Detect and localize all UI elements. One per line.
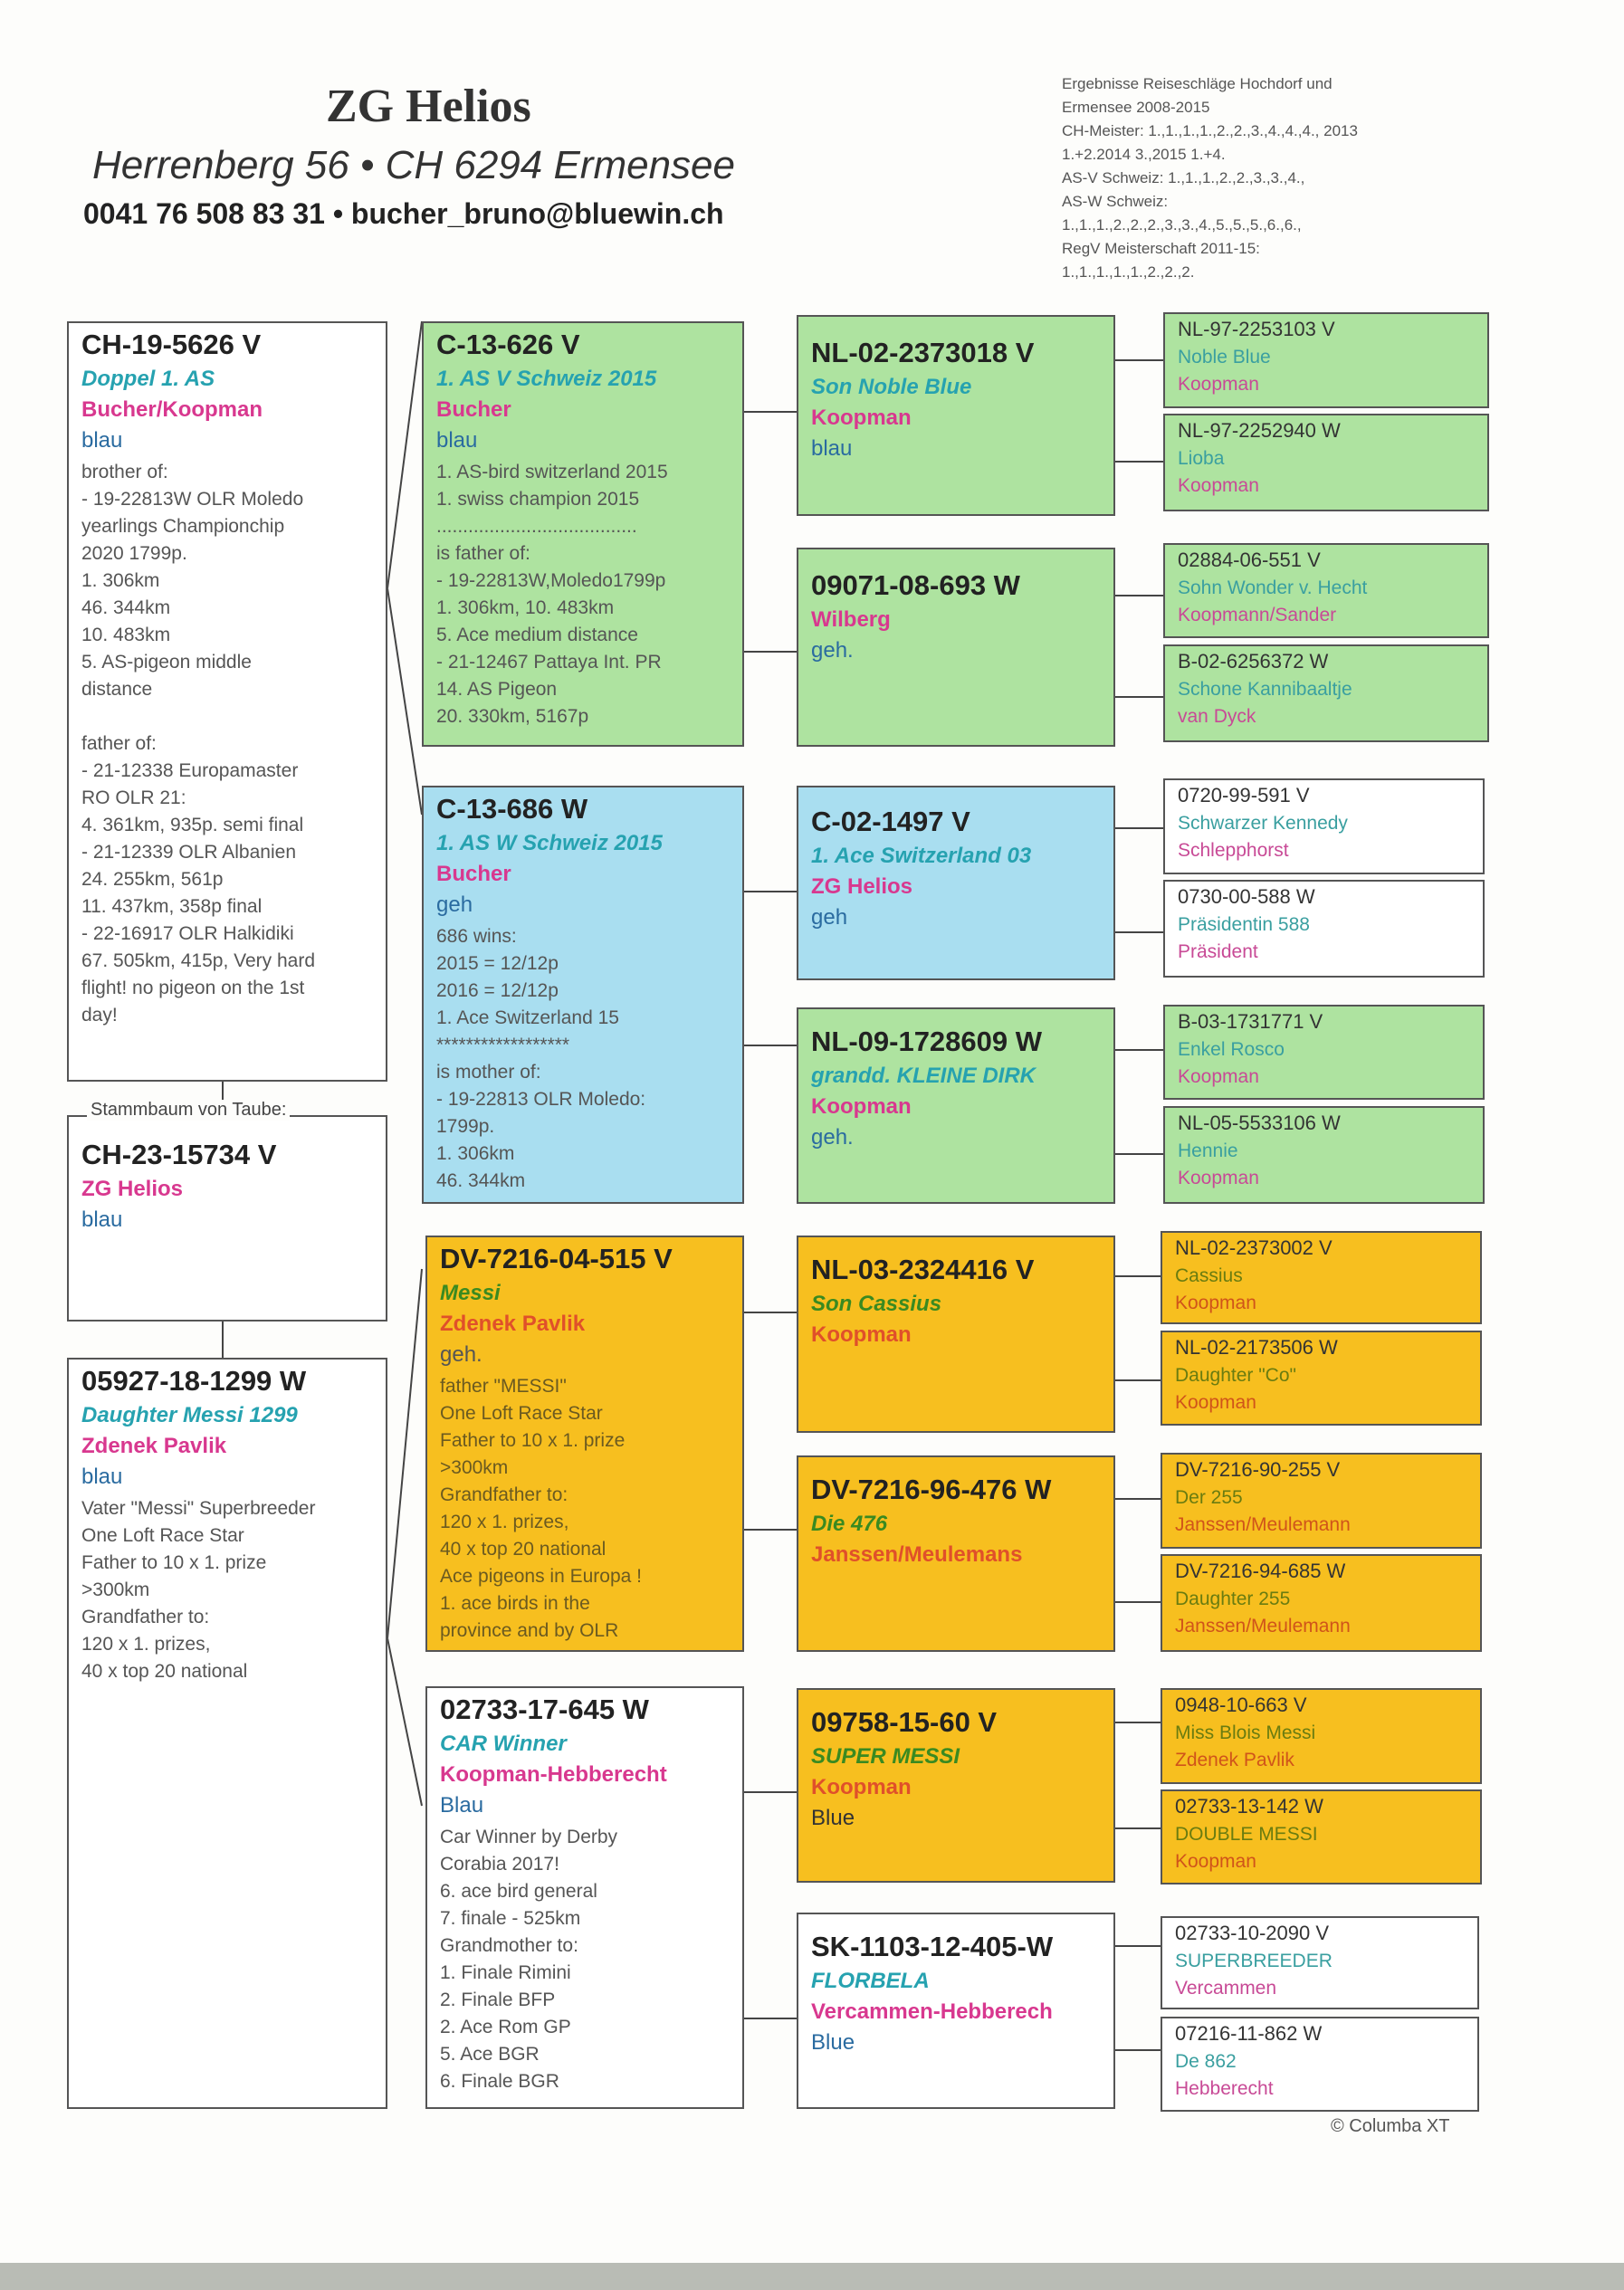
note-line: - 21-12339 OLR Albanien [81,842,296,863]
note-line: 24. 255km, 561p [81,869,224,890]
note-line: 1. ace birds in the [440,1593,590,1614]
breeder-name: Koopman [811,1322,912,1347]
grandparent-card-1[interactable] [797,315,1115,516]
note-line: Vater "Messi" Superbreeder [81,1498,316,1519]
ring-number: 02884-06-551 V [1178,549,1321,571]
note-line: 1. Ace Switzerland 15 [436,1007,619,1028]
ring-number: NL-02-2373018 V [811,337,1035,368]
breeder-name: Koopman [1178,1066,1259,1087]
parent-card-4[interactable] [425,1686,744,2109]
ring-number: 09758-15-60 V [811,1706,998,1738]
ring-number: SK-1103-12-405-W [811,1931,1054,1962]
parent-card-3[interactable] [425,1236,744,1652]
results-line: AS-W Schweiz: [1062,193,1169,210]
breeder-name: Bucher/Koopman [81,397,263,422]
great-grandparent-card-16[interactable] [1161,2017,1479,2112]
note-line: 4. 361km, 935p. semi final [81,815,304,835]
note-line: yearlings Championchip [81,516,285,537]
breeder-name: Koopman [811,1775,912,1799]
pigeon-name: 1. Ace Switzerland 03 [811,844,1032,868]
breeder-name: Zdenek Pavlik [1175,1750,1294,1770]
note-line: 6. Finale BGR [440,2071,559,2092]
pigeon-color: geh. [811,638,854,663]
ring-number: B-03-1731771 V [1178,1010,1323,1033]
pigeon-color: geh [436,892,473,917]
note-line: - 21-12467 Pattaya Int. PR [436,652,662,673]
note-line: - 19-22813W OLR Moledo [81,489,304,510]
grandparent-card-3[interactable] [797,786,1115,980]
note-line: 2. Ace Rom GP [440,2017,571,2037]
pigeon-color: Blau [440,1793,484,1818]
note-line: is father of: [436,543,530,564]
copyright-footer: © Columba XT [1331,2116,1450,2136]
pigeon-name: Lioba [1178,448,1225,469]
pigeon-notes [436,459,730,730]
note-line: 1. Finale Rimini [440,1962,571,1983]
note-line: 1. 306km [81,570,160,591]
parent-card-1[interactable] [422,321,744,747]
note-line: 120 x 1. prizes, [440,1512,569,1532]
pigeon-name: Der 255 [1175,1487,1243,1508]
ring-number: 0730-00-588 W [1178,885,1315,908]
pigeon-color: geh. [440,1342,482,1367]
breeder-name: Janssen/Meulemans [811,1542,1023,1567]
subject-lower-card[interactable] [67,1358,387,2109]
breeder-name: Bucher [436,397,511,422]
great-grandparent-card-11[interactable] [1161,1453,1482,1549]
breeder-name: Zdenek Pavlik [81,1434,227,1458]
note-line: 14. AS Pigeon [436,679,558,700]
note-line: father "MESSI" [440,1376,567,1397]
pigeon-name: 1. AS V Schweiz 2015 [436,367,657,391]
stammbaum-card[interactable] [67,1115,387,1322]
note-line: >300km [440,1457,509,1478]
ring-number: 02733-10-2090 V [1175,1922,1330,1944]
note-line: 20. 330km, 5167p [436,706,589,727]
note-line: 1. 306km [436,1143,515,1164]
pigeon-name: De 862 [1175,2051,1237,2072]
breeder-name: Koopman [1175,1851,1256,1872]
note-line: day! [81,1005,118,1026]
breeder-name: van Dyck [1178,706,1256,727]
note-line: 67. 505km, 415p, Very hard [81,950,315,971]
pigeon-name: Messi [440,1281,501,1305]
note-line: Grandmother to: [440,1935,578,1956]
pigeon-name: SUPERBREEDER [1175,1951,1333,1971]
pigeon-name: Noble Blue [1178,347,1271,367]
pigeon-name: Schone Kannibaaltje [1178,679,1352,700]
ring-number: CH-23-15734 V [81,1139,277,1170]
ring-number: 02733-17-645 W [440,1694,649,1725]
note-line: flight! no pigeon on the 1st [81,978,305,998]
note-line: One Loft Race Star [440,1403,603,1424]
breeder-name: Vercammen-Hebberech [811,1999,1053,2024]
ring-number: C-02-1497 V [811,806,970,837]
pigeon-color: Blue [811,1806,855,1830]
pigeon-notes [81,1495,373,1685]
pigeon-name: Miss Blois Messi [1175,1722,1316,1743]
note-line: 46. 344km [436,1170,526,1191]
note-line: 7. finale - 525km [440,1908,581,1929]
note-line: 686 wins: [436,926,517,947]
ring-number: 07216-11-862 W [1175,2022,1323,2045]
note-line: - 22-16917 OLR Halkidiki [81,923,294,944]
pigeon-color: blau [81,1465,123,1489]
parent-card-2[interactable] [422,786,744,1204]
ring-number: 05927-18-1299 W [81,1365,307,1397]
breeder-name: Hebberecht [1175,2078,1274,2099]
note-line: 1799p. [436,1116,495,1137]
pigeon-color: blau [81,1207,123,1232]
note-line: brother of: [81,462,168,482]
ring-number: NL-02-2173506 W [1175,1336,1338,1359]
great-grandparent-card-10[interactable] [1161,1331,1482,1426]
breeder-name: ZG Helios [81,1177,184,1201]
breeder-name: Koopman [811,1094,912,1119]
ring-number: CH-19-5626 V [81,329,262,360]
great-grandparent-card-9[interactable] [1161,1231,1482,1324]
note-line: 2015 = 12/12p [436,953,559,974]
pigeon-name: Son Cassius [811,1292,942,1316]
breeder-name: Wilberg [811,607,891,632]
ring-number: NL-97-2252940 W [1178,419,1341,442]
ring-number: C-13-686 W [436,793,588,825]
ring-number: C-13-626 V [436,329,580,360]
note-line: >300km [81,1579,150,1600]
breeder-name: Bucher [436,862,511,886]
pigeon-color: blau [811,436,853,461]
great-grandparent-card-2[interactable] [1163,414,1489,511]
note-line: Car Winner by Derby [440,1827,618,1847]
subject-upper-card[interactable] [67,321,387,1082]
grandparent-card-7[interactable] [797,1688,1115,1883]
pigeon-color: blau [81,428,123,453]
grandparent-card-6[interactable] [797,1455,1115,1652]
pigeon-name: 1. AS W Schweiz 2015 [436,831,663,855]
pigeon-name: Präsidentin 588 [1178,914,1310,935]
loft-contact: 0041 76 508 83 31 • bucher_bruno@bluewin.ch [83,197,724,230]
great-grandparent-card-3[interactable] [1163,543,1489,638]
note-line: One Loft Race Star [81,1525,244,1546]
note-line: is mother of: [436,1062,541,1083]
grandparent-card-8[interactable] [797,1913,1115,2109]
pigeon-notes [440,1373,730,1645]
note-line: 1. swiss champion 2015 [436,489,640,510]
ring-number: 09071-08-693 W [811,569,1020,601]
pigeon-name: grandd. KLEINE DIRK [811,1064,1036,1088]
great-grandparent-card-8[interactable] [1163,1106,1485,1204]
note-line: 5. AS-pigeon middle [81,652,252,673]
note-line: - 19-22813 OLR Moledo: [436,1089,646,1110]
great-grandparent-card-6[interactable] [1163,880,1485,978]
breeder-name: Zdenek Pavlik [440,1312,586,1336]
pigeon-name: Daughter Messi 1299 [81,1403,298,1427]
note-line: - 19-22813W,Moledo1799p [436,570,666,591]
pigeon-name: FLORBELA [811,1969,930,1993]
grandparent-card-5[interactable] [797,1236,1115,1433]
breeder-name: Koopmann/Sander [1178,605,1337,625]
pigeon-name: Die 476 [811,1512,888,1536]
note-line: Grandfather to: [440,1484,568,1505]
great-grandparent-card-12[interactable] [1161,1554,1482,1652]
pigeon-color: geh [811,905,848,930]
loft-address: Herrenberg 56 • CH 6294 Ermensee [92,143,735,187]
pigeon-name: Daughter 255 [1175,1589,1291,1609]
pigeon-name: Daughter "Co" [1175,1365,1296,1386]
breeder-name: Koopman [1175,1293,1256,1313]
note-line: 120 x 1. prizes, [81,1634,211,1655]
ring-number: NL-03-2324416 V [811,1254,1035,1285]
note-line: 5. Ace BGR [440,2044,540,2065]
note-line: 10. 483km [81,625,171,645]
breeder-name: ZG Helios [811,874,913,899]
pigeon-notes [81,459,373,1029]
breeder-name: Präsident [1178,941,1258,962]
pigeon-color: Blue [811,2030,855,2055]
ring-number: NL-02-2373002 V [1175,1236,1333,1259]
pigeon-notes [436,923,730,1195]
breeder-name: Koopman [811,406,912,430]
note-line: Ace pigeons in Europa ! [440,1566,642,1587]
ring-number: 02733-13-142 W [1175,1795,1323,1818]
note-line: - 21-12338 Europamaster [81,760,299,781]
note-line: 1. AS-bird switzerland 2015 [436,462,668,482]
ring-number: DV-7216-90-255 V [1175,1458,1341,1481]
note-line: ****************** [436,1035,570,1055]
breeder-name: Koopman [1175,1392,1256,1413]
great-grandparent-card-14[interactable] [1161,1789,1482,1884]
pigeon-name: DOUBLE MESSI [1175,1824,1318,1845]
pigeon-name: Enkel Rosco [1178,1039,1285,1060]
results-line: RegV Meisterschaft 2011-15: [1062,240,1260,257]
pigeon-name: Hennie [1178,1140,1238,1161]
note-line: RO OLR 21: [81,787,186,808]
loft-title: ZG Helios [326,81,531,132]
breeder-name: Vercammen [1175,1978,1277,1999]
ring-number: 0948-10-663 V [1175,1694,1307,1716]
pigeon-name: Sohn Wonder v. Hecht [1178,577,1368,598]
breeder-name: Janssen/Meulemann [1175,1616,1351,1636]
ring-number: B-02-6256372 W [1178,650,1329,673]
pigeon-name: CAR Winner [440,1732,567,1756]
note-line: province and by OLR [440,1620,619,1641]
ring-number: 0720-99-591 V [1178,784,1310,806]
results-line: 1.,1.,1.,1.,1.,2.,2.,2. [1062,263,1195,281]
note-line: 40 x top 20 national [440,1539,607,1560]
note-line: 1. 306km, 10. 483km [436,597,615,618]
grandparent-card-2[interactable] [797,548,1115,747]
breeder-name: Koopman [1178,374,1259,395]
results-line: CH-Meister: 1.,1.,1.,1.,2.,2.,3.,4.,4.,4., 2013 [1062,122,1358,139]
grandparent-card-4[interactable] [797,1007,1115,1204]
breeder-name: Koopman [1178,1168,1259,1188]
pigeon-color: geh. [811,1125,854,1150]
note-line: 40 x top 20 national [81,1661,248,1682]
pigeon-notes [440,1824,730,2095]
breeder-name: Koopman-Hebberecht [440,1762,667,1787]
note-line: 6. ace bird general [440,1881,597,1902]
ring-number: DV-7216-94-685 W [1175,1560,1346,1582]
pigeon-color: blau [436,428,478,453]
note-line: distance [81,679,153,700]
pigeon-name: SUPER MESSI [811,1744,960,1769]
great-grandparent-card-4[interactable] [1163,644,1489,742]
great-grandparent-card-13[interactable] [1161,1688,1482,1784]
results-line: Ergebnisse Reiseschläge Hochdorf und [1062,75,1333,92]
note-line: Father to 10 x 1. prize [440,1430,626,1451]
pigeon-name: Doppel 1. AS [81,367,215,391]
stammbaum-label: Stammbaum von Taube: [87,1100,290,1121]
results-line: Ermensee 2008-2015 [1062,99,1210,116]
pigeon-name: Schwarzer Kennedy [1178,813,1348,834]
great-grandparent-card-7[interactable] [1163,1005,1485,1100]
pigeon-name: Cassius [1175,1265,1243,1286]
note-line: 2016 = 12/12p [436,980,559,1001]
note-line: Grandfather to: [81,1607,210,1627]
results-line: 1.+2.2014 3.,2015 1.+4. [1062,146,1226,163]
note-line: father of: [81,733,157,754]
ring-number: DV-7216-96-476 W [811,1474,1052,1505]
note-line: 11. 437km, 358p final [81,896,263,917]
breeder-name: Schlepphorst [1178,840,1289,861]
great-grandparent-card-5[interactable] [1163,778,1485,874]
ring-number: NL-09-1728609 W [811,1026,1043,1057]
results-line: 1.,1.,1.,2.,2.,2.,3.,3.,4.,5.,5.,5.,6.,6., [1062,216,1302,234]
breeder-name: Janssen/Meulemann [1175,1514,1351,1535]
note-line: Corabia 2017! [440,1854,559,1875]
note-line: 5. Ace medium distance [436,625,638,645]
results-line: AS-V Schweiz: 1.,1.,1.,2.,2.,3.,3.,4., [1062,169,1305,186]
note-line: 2. Finale BFP [440,1989,556,2010]
great-grandparent-card-15[interactable] [1161,1916,1479,2009]
note-line: Father to 10 x 1. prize [81,1552,267,1573]
note-line: ...................................... [436,516,637,537]
note-line [81,703,373,730]
pigeon-name: Son Noble Blue [811,375,972,399]
great-grandparent-card-1[interactable] [1163,312,1489,408]
ring-number: NL-97-2253103 V [1178,318,1335,340]
ring-number: NL-05-5533106 W [1178,1112,1341,1134]
ring-number: DV-7216-04-515 V [440,1243,673,1274]
note-line: 46. 344km [81,597,171,618]
note-line: 2020 1799p. [81,543,187,564]
breeder-name: Koopman [1178,475,1259,496]
